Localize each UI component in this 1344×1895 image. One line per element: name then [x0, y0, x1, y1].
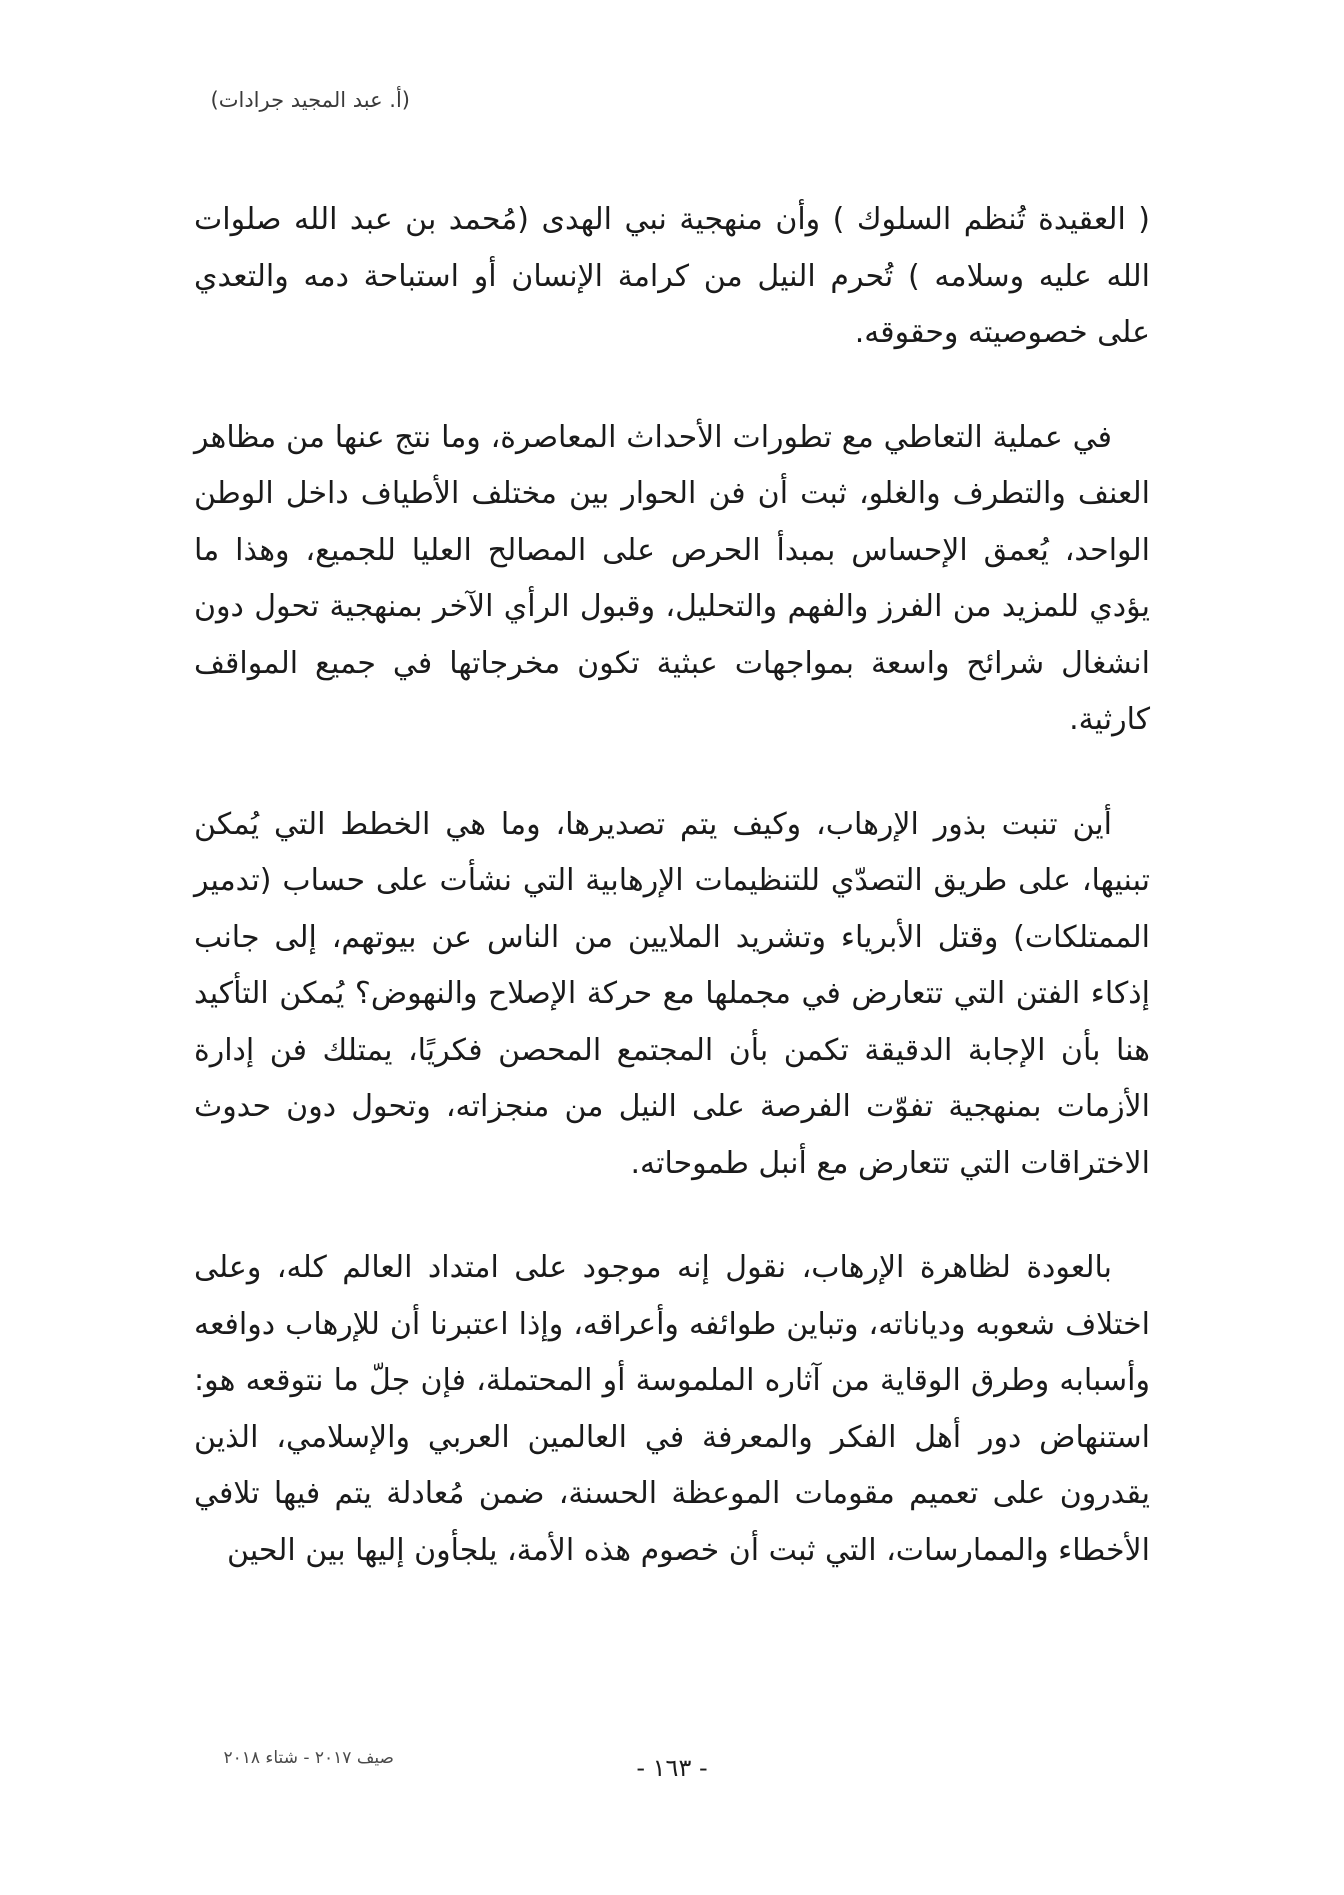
- running-header-author: (أ. عبد المجيد جرادات): [210, 88, 410, 112]
- page-footer: [0, 1748, 1344, 1788]
- paragraph-4: بالعودة لظاهرة الإرهاب، نقول إنه موجود على امتداد العالم كله، وعلى اختلاف شعوبه ودياناته، وتباين طوائفه وأعراقه، وإذا اعتبرنا أن للإرهاب دوافعه وأسبابه وطرق الوقاية من آثاره الملموسة أو المحتملة، فإن جلّ ما نتوقعه هو: استنهاض دور أهل الفكر والمعرفة في العالمين العربي والإسلامي، الذين يقدرون على تعميم مقومات الموعظة الحسنة، ضمن مُعادلة يتم فيها تلافي الأخطاء والممارسات، التي ثبت أن خصوم هذه الأمة، يلجأون إليها بين الحين: [194, 1250, 1150, 1568]
- article-body: [194, 192, 1150, 1627]
- issue-date: صيف ٢٠١٧ - شتاء ٢٠١٨: [223, 1748, 394, 1768]
- page-number: - ١٦٣ -: [636, 1754, 708, 1782]
- paragraph-1: ( العقيدة تُنظم السلوك ) وأن منهجية نبي الهدى (مُحمد بن عبد الله صلوات الله عليه وسلامه ) تُحرم النيل من كرامة الإنسان أو استباحة دمه والتعدي على خصوصيته وحقوقه.: [194, 202, 1150, 350]
- paragraph-3: أين تنبت بذور الإرهاب، وكيف يتم تصديرها، وما هي الخطط التي يُمكن تبنيها، على طريق التصدّي للتنظيمات الإرهابية التي نشأت على حساب (تدمير الممتلكات) وقتل الأبرياء وتشريد الملايين من الناس عن بيوتهم، إلى جانب إذكاء الفتن التي تتعارض في مجملها مع حركة الإصلاح والنهوض؟ يُمكن التأكيد هنا بأن الإجابة الدقيقة تكمن بأن المجتمع المحصن فكريًا، يمتلك فن إدارة الأزمات بمنهجية تفوّت الفرصة على النيل من منجزاته، وتحول دون حدوث الاختراقات التي تتعارض مع أنبل طموحاته.: [194, 806, 1150, 1181]
- paragraph-2: في عملية التعاطي مع تطورات الأحداث المعاصرة، وما نتج عنها من مظاهر العنف والتطرف والغلو، ثبت أن فن الحوار بين مختلف الأطياف داخل الوطن الواحد، يُعمق الإحساس بمبدأ الحرص على المصالح العليا للجميع، وهذا ما يؤدي للمزيد من الفرز والفهم والتحليل، وقبول الرأي الآخر بمنهجية تحول دون انشغال شرائح واسعة بمواجهات عبثية تكون مخرجاتها في جميع المواقف كارثية.: [194, 419, 1150, 737]
